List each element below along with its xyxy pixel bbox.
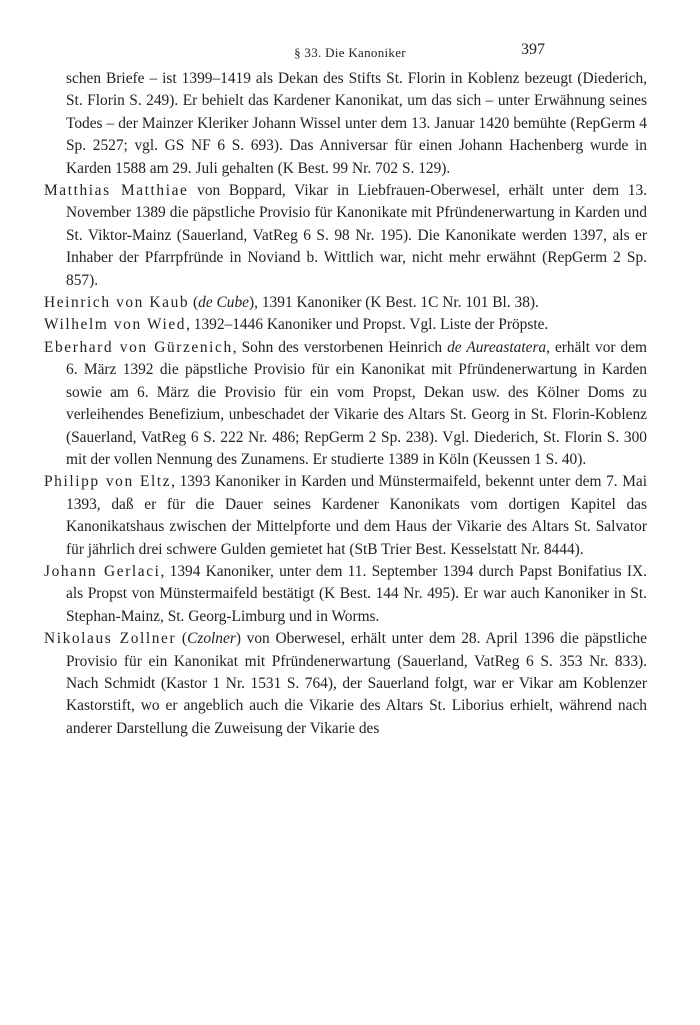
entry-text: , 1394 Kanoniker, unter dem 11. September 1394 durch Papst Bonifatius IX. als Propst von Münstermaifeld bestätigt (K Best. 144 Nr. 495). Er war auch Kanoniker in St. Stephan-Mainz, St. Georg-Limburg und in Worms. — [66, 562, 647, 625]
entry-name: Eberhard von Gürzenich — [44, 338, 233, 356]
entry-name: Johann Gerlaci — [44, 562, 161, 580]
running-head — [0, 41, 700, 65]
entry-johann-gerlaci — [44, 561, 647, 628]
entry-matthias-matthiae — [44, 180, 647, 292]
entry-text: ) von Oberwesel, erhält unter dem 28. April 1396 die päpstliche Provisio für ein Kanonikat mit Pfründenerwartung (Sauerland, VatReg 6 S. 353 Nr. 833). Nach Schmidt (Kastor 1 Nr. 1531 S. 764), der Sauerland folgt, war er Vikar am Koblenzer Kastorstift, wo er angeblich auch die Vikarie des Altars St. Liborius erhielt, während nach anderer Darstellung die Zuweisung der Vikarie des — [66, 630, 647, 737]
entry-italic-text: de Cube — [198, 294, 250, 312]
entry-italic-text: Czolner — [187, 630, 236, 648]
entry-philipp-von-eltz — [44, 471, 647, 561]
entry-text: , erhält vor dem 6. März 1392 die päpstliche Provisio für ein Kanonikat mit Pfründenerwartung in Karden sowie am 6. März die Provisio für ein vom Propst, Dekan usw. des Kölner Doms zu verleihendes Benefizium, unbeschadet der Vikarie des Altars St. Georg in St. Florin-Koblenz (Sauerland, VatReg 6 S. 222 Nr. 486; RepGerm 2 Sp. 238). Vgl. Diederich, St. Florin S. 300 mit der vollen Nennung des Zunamens. Er studierte 1389 in Köln (Keussen 1 S. 40). — [66, 338, 648, 468]
entry-name: Nikolaus Zollner — [44, 630, 177, 648]
entry-name: Philipp von Eltz — [44, 473, 172, 491]
entry-name: Heinrich von Kaub — [44, 294, 190, 312]
entry-text: ), 1391 Kanoniker (K Best. 1C Nr. 101 Bl. 38). — [249, 294, 539, 312]
entry-wilhelm-von-wied — [44, 314, 647, 336]
entry-pre-text: ( — [176, 630, 188, 648]
entry-text: , 1393 Kanoniker in Karden und Münstermaifeld, bekennt unter dem 7. Mai 1393, daß er für die Dauer seines Kardener Kanonikats vom dortigen Kapitel das Kanonikatshaus zwischen der Mittelpforte und dem Haus der Vikarie des Altars St. Salvator für jährlich drei schwere Gulden gemietet hat (StB Trier Best. Kesselstatt Nr. 8444). — [66, 473, 648, 558]
entry-text: von Boppard, Vikar in Liebfrauen-Oberwesel, erhält unter dem 13. November 1389 die päpstliche Provisio für Kanonikate mit Pfründenerwartung in Karden und St. Viktor-Mainz (Sauerland, VatReg 6 S. 98 Nr. 195). Die Kanonikate werden 1397, als er Inhaber der Pfarrpfründe in Noviand b. Wittlich war, nicht mehr erwähnt (RepGerm 2 Sp. 857). — [66, 182, 648, 289]
entry-text: , 1392–1446 Kanoniker und Propst. Vgl. Liste der Pröpste. — [186, 316, 549, 334]
page-number: 397 — [521, 41, 545, 58]
entry-name: Wilhelm von Wied — [44, 316, 187, 334]
entry-name: Matthias Matthiae — [44, 182, 189, 200]
entry-pre-text: , Sohn des verstorbenen Heinrich — [232, 338, 448, 356]
continued-paragraph: schen Briefe – ist 1399–1419 als Dekan des Stifts St. Florin in Koblenz bezeugt (Diederich, St. Florin S. 249). Er behielt das Kardener Kanonikat, um das sich – unter Erwähnung seines Todes – der Mainzer Kleriker Johann Wissel unter dem 13. Januar 1420 bemühte (RepGerm 4 Sp. 2527; vgl. GS NF 6 S. 693). Das Anniversar für einen Johann Hachenberg wurde in Karden 1588 am 29. Juli gehalten (K Best. 99 Nr. 702 S. 129). — [66, 70, 647, 177]
entry-eberhard-von-guerzenich — [44, 337, 647, 471]
entry-pre-text: ( — [189, 294, 199, 312]
running-title: § 33. Die Kanoniker — [294, 45, 406, 60]
entry-nikolaus-zollner — [44, 628, 647, 740]
entry-heinrich-von-kaub — [44, 292, 647, 314]
body-text — [44, 68, 647, 740]
entry-italic-text: de Aureastatera — [447, 338, 547, 356]
